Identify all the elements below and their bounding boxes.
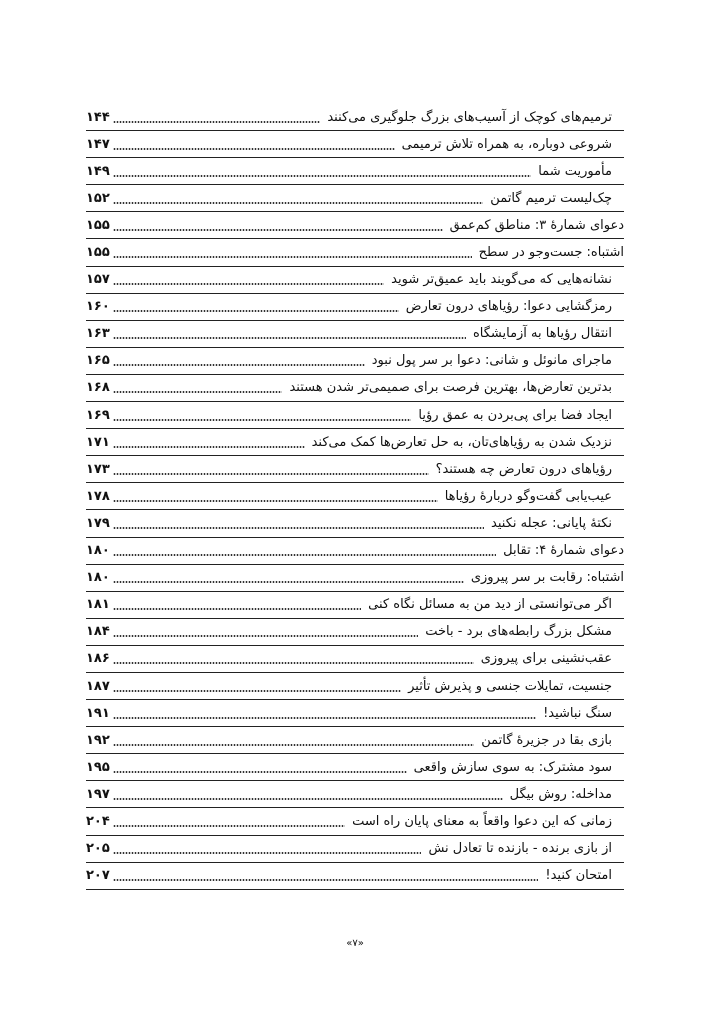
toc-entry: [86, 158, 624, 185]
toc-entry-title: شروعی دوباره، به همراه تلاش ترمیمی: [401, 136, 612, 152]
toc-entry-page-number: ۱۴۹: [86, 163, 110, 179]
toc-entry: [86, 456, 624, 483]
toc-entry: [86, 104, 624, 131]
toc-dot-leader: [113, 608, 361, 610]
toc-dot-leader: [113, 283, 384, 285]
toc-entry-title: بدترین تعارض‌ها، بهترین فرصت برای صمیمی‌تر شدن هستند: [289, 380, 612, 396]
toc-entry-page-number: ۱۹۲: [86, 732, 110, 748]
toc-dot-leader: [113, 690, 401, 692]
toc-entry-title: عیب‌یابی گفت‌وگو دربارۀ رؤیاها: [444, 488, 612, 504]
toc-dot-leader: [113, 825, 345, 827]
toc-dot-leader: [113, 581, 464, 583]
toc-entry: [86, 131, 624, 158]
toc-entry-title: نزدیک شدن به رؤیاهای‌تان، به حل تعارض‌ها کمک می‌کند: [311, 434, 612, 450]
toc-entry: [86, 185, 624, 212]
toc-entry-page-number: ۱۸۰: [86, 570, 110, 586]
toc-entry: [86, 212, 624, 239]
toc-dot-leader: [113, 446, 305, 448]
toc-entry-title: رؤیاهای درون تعارض چه هستند؟: [435, 461, 612, 477]
toc-entry-page-number: ۱۶۸: [86, 380, 110, 396]
toc-dot-leader: [113, 852, 421, 854]
toc-entry-title: مأموریت شما: [538, 163, 612, 179]
toc-entry-page-number: ۱۹۷: [86, 786, 110, 802]
toc-entry-page-number: ۱۴۴: [86, 109, 110, 125]
toc-entry: [86, 483, 624, 510]
toc-entry-page-number: ۱۷۸: [86, 488, 110, 504]
toc-entry-page-number: ۱۷۱: [86, 434, 110, 450]
toc-entry-page-number: ۲۰۴: [86, 813, 110, 829]
toc-entry: [86, 321, 624, 348]
toc-entry-title: مداخله: روش بیگل: [509, 786, 612, 802]
toc-dot-leader: [113, 500, 438, 502]
toc-entry-title: اشتباه: رقابت بر سر پیروزی: [470, 570, 624, 586]
toc-dot-leader: [113, 202, 483, 204]
toc-entry: [86, 781, 624, 808]
toc-entry-title: زمانی که این دعوا واقعاً به معنای پایان راه است: [352, 813, 612, 829]
toc-entry: [86, 754, 624, 781]
toc-entry-title: دعوای شمارۀ ۳: مناطق کم‌عمق: [449, 217, 624, 233]
toc-entry-title: اشتباه: جست‌وجو در سطح: [478, 245, 624, 261]
toc-entry-page-number: ۲۰۵: [86, 841, 110, 857]
toc-entry-page-number: ۱۶۳: [86, 326, 110, 342]
toc-entry: [86, 267, 624, 294]
toc-entry: [86, 646, 624, 673]
toc-entry-title: جنسیت، تمایلات جنسی و پذیرش تأثیر: [408, 678, 612, 694]
toc-entry-page-number: ۱۷۳: [86, 461, 110, 477]
toc-dot-leader: [113, 554, 496, 556]
toc-entry: [86, 863, 624, 890]
toc-dot-leader: [113, 148, 395, 150]
toc-entry-title: انتقال رؤیاها به آزمایشگاه: [472, 326, 612, 342]
toc-entry: [86, 429, 624, 456]
toc-dot-leader: [113, 879, 538, 881]
toc-entry-title: سود مشترک: به سوی سازش واقعی: [413, 759, 612, 775]
toc-entry-page-number: ۱۵۷: [86, 272, 110, 288]
toc-entry-title: امتحان کنید!: [545, 868, 612, 884]
toc-entry-page-number: ۱۸۷: [86, 678, 110, 694]
toc-dot-leader: [113, 744, 474, 746]
toc-entry: [86, 836, 624, 863]
toc-dot-leader: [113, 175, 531, 177]
toc-entry-title: رمزگشایی دعوا: رؤیاهای درون تعارض: [405, 299, 612, 315]
toc-entry: [86, 592, 624, 619]
toc-entry-page-number: ۱۸۱: [86, 597, 110, 613]
toc-entry: [86, 808, 624, 835]
toc-entry: [86, 565, 624, 592]
toc-entry-page-number: ۱۸۰: [86, 543, 110, 559]
toc-entry: [86, 402, 624, 429]
toc-entry-page-number: ۱۴۷: [86, 136, 110, 152]
toc-dot-leader: [113, 121, 320, 123]
toc-entry-title: ایجاد فضا برای پی‌بردن به عمق رؤیا: [418, 407, 612, 423]
toc-entry: [86, 375, 624, 402]
toc-entry-page-number: ۱۶۰: [86, 299, 110, 315]
toc-entry-title: از بازی برنده - بازنده تا تعادل نش: [428, 841, 612, 857]
toc-entry-title: ترمیم‌های کوچک از آسیب‌های بزرگ جلوگیری می‌کنند: [327, 109, 612, 125]
page-number: «۷»: [346, 938, 364, 949]
toc-dot-leader: [113, 662, 474, 664]
toc-dot-leader: [113, 391, 282, 393]
toc-entry-title: مشکل بزرگ رابطه‌های برد - باخت: [425, 624, 612, 640]
toc-dot-leader: [113, 310, 399, 312]
toc-entry: [86, 727, 624, 754]
toc-entry-title: دعوای شمارۀ ۴: تقابل: [503, 543, 624, 559]
toc-entry: [86, 619, 624, 646]
toc-entry-page-number: ۱۶۹: [86, 407, 110, 423]
toc-entry-title: سنگ نباشید!: [543, 705, 612, 721]
toc-dot-leader: [113, 635, 418, 637]
toc-entry: [86, 510, 624, 537]
toc-dot-leader: [113, 473, 429, 475]
toc-entry: [86, 673, 624, 700]
toc-entry: [86, 294, 624, 321]
toc-entry-page-number: ۱۶۵: [86, 353, 110, 369]
toc-entry: [86, 239, 624, 266]
toc-entry-page-number: ۱۷۹: [86, 515, 110, 531]
toc-entry-page-number: ۱۸۶: [86, 651, 110, 667]
toc-entry-page-number: ۱۵۵: [86, 245, 110, 261]
table-of-contents: [86, 104, 624, 890]
toc-entry: [86, 348, 624, 375]
toc-dot-leader: [113, 364, 365, 366]
toc-entry-title: نشانه‌هایی که می‌گویند باید عمیق‌تر شوید: [391, 272, 612, 288]
toc-dot-leader: [113, 527, 484, 529]
toc-entry: [86, 538, 624, 565]
toc-dot-leader: [113, 337, 466, 339]
toc-entry-page-number: ۱۹۵: [86, 759, 110, 775]
toc-entry-page-number: ۱۵۲: [86, 190, 110, 206]
toc-dot-leader: [113, 798, 503, 800]
toc-entry-page-number: ۲۰۷: [86, 868, 110, 884]
toc-entry-title: عقب‌نشینی برای پیروزی: [480, 651, 612, 667]
toc-entry-page-number: ۱۵۵: [86, 217, 110, 233]
toc-dot-leader: [113, 256, 472, 258]
toc-entry-title: نکتۀ پایانی: عجله نکنید: [491, 515, 612, 531]
toc-entry: [86, 700, 624, 727]
toc-dot-leader: [113, 717, 536, 719]
toc-entry-title: چک‌لیست ترمیم گاتمن: [490, 190, 612, 206]
toc-entry-page-number: ۱۹۱: [86, 705, 110, 721]
toc-dot-leader: [113, 771, 407, 773]
toc-entry-page-number: ۱۸۴: [86, 624, 110, 640]
toc-entry-title: ماجرای مانوئل و شانی: دعوا بر سر پول نبود: [371, 353, 612, 369]
toc-entry-title: اگر می‌توانستی از دید من به مسائل نگاه کنی: [368, 597, 612, 613]
toc-dot-leader: [113, 229, 443, 231]
toc-entry-title: بازی بقا در جزیرۀ گاتمن: [481, 732, 612, 748]
toc-dot-leader: [113, 419, 411, 421]
